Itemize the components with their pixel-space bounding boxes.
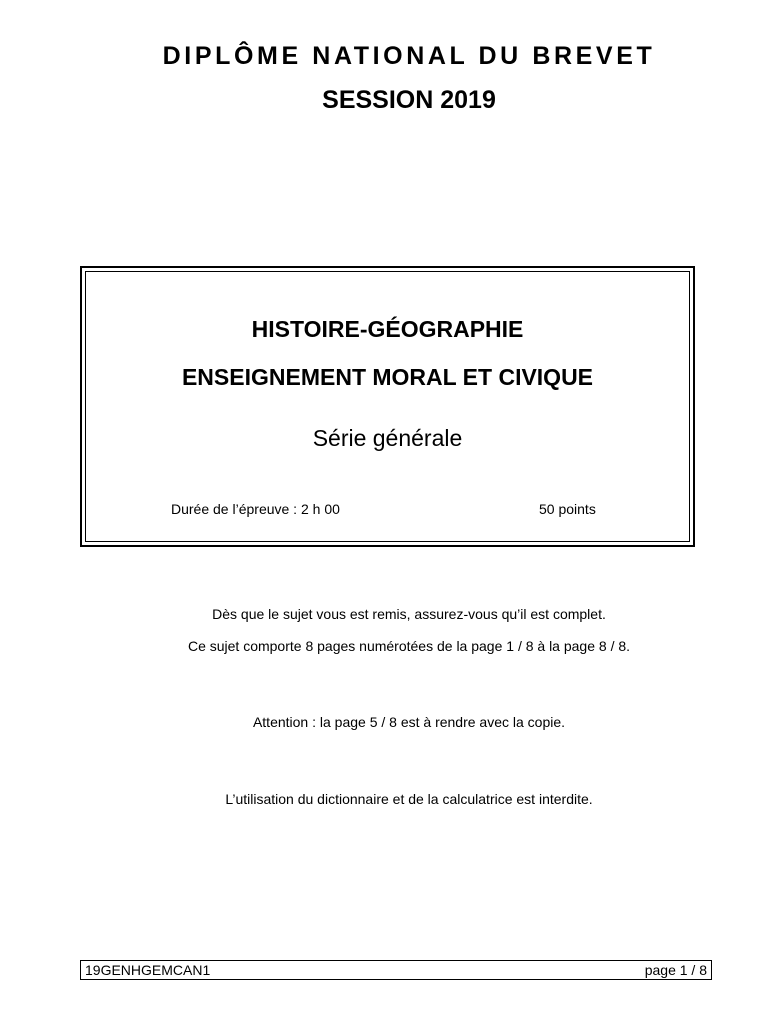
exam-duration: Durée de l’épreuve : 2 h 00 [171, 501, 340, 517]
instruction-prohibited-tools: L’utilisation du dictionnaire et de la calculatrice est interdite. [225, 791, 593, 807]
subject-subtitle: ENSEIGNEMENT MORAL ET CIVIQUE [181, 364, 594, 390]
instruction-page-count: Ce sujet comporte 8 pages numérotées de la page 1 / 8 à la page 8 / 8. [187, 638, 631, 654]
instruction-check-complete: Dès que le sujet vous est remis, assurez-vous qu’il est complet. [212, 606, 606, 622]
instruction-attention: Attention : la page 5 / 8 est à rendre avec la copie. [252, 714, 566, 730]
subject-box [80, 266, 695, 547]
page-number: page 1 / 8 [644, 962, 707, 978]
subject-title: HISTOIRE-GÉOGRAPHIE [251, 316, 524, 342]
exam-points: 50 points [539, 501, 596, 517]
document-code: 19GENHGEMCAN1 [85, 962, 211, 978]
exam-title: DIPLÔME NATIONAL DU BREVET [162, 42, 656, 70]
series-label: Série générale [312, 425, 463, 451]
page-footer [80, 960, 712, 980]
session-year: SESSION 2019 [322, 86, 496, 114]
